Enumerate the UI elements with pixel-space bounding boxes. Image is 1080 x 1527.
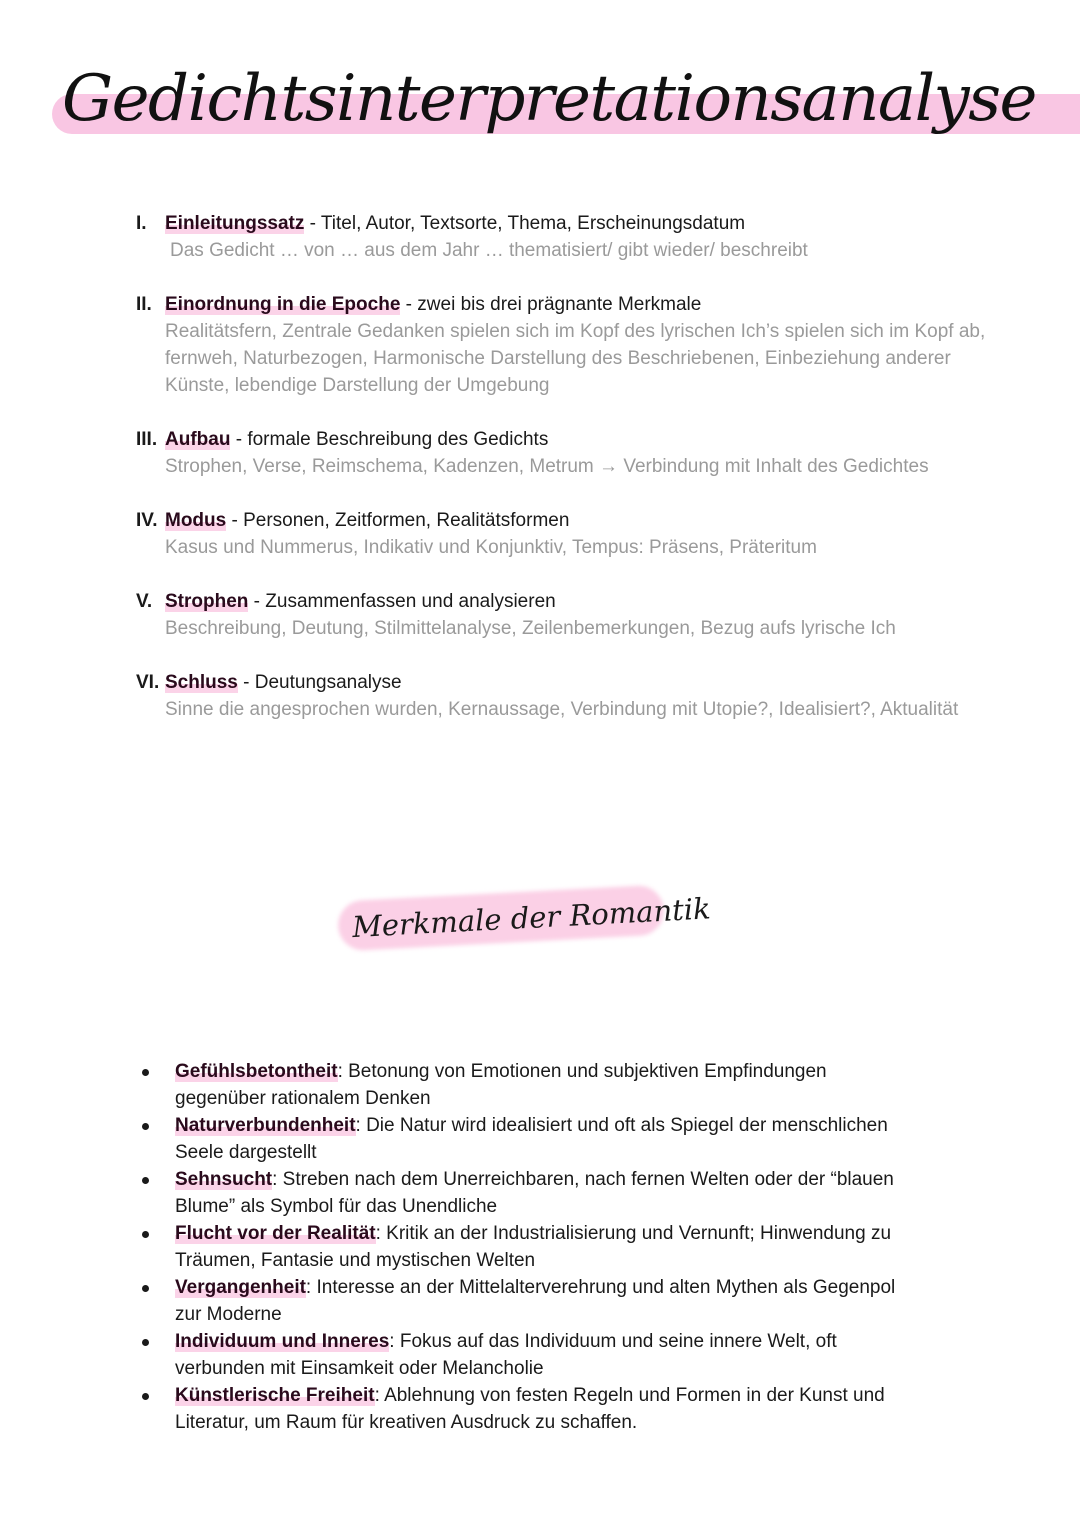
bullet-dot-icon xyxy=(142,1393,149,1400)
section-description: - Deutungsanalyse xyxy=(237,672,402,693)
feature-text: : Betonung von Emotionen und subjektiven Empfindungen gegenüber rationalem Denken xyxy=(175,1061,827,1109)
section-description: - Personen, Zeitformen, Realitätsformen xyxy=(226,510,570,531)
list-item xyxy=(136,1112,916,1166)
section-heading xyxy=(165,507,1016,534)
interpretation-outline xyxy=(136,210,1016,750)
section-detail: Kasus und Nummerus, Indikativ und Konjunktiv, Tempus: Präsens, Präteritum xyxy=(165,537,817,558)
section-detail: Strophen, Verse, Reimschema, Kadenzen, Metrum → Verbindung mit Inhalt des Gedichtes xyxy=(165,456,929,477)
section-term: Einordnung in die Epoche xyxy=(165,294,401,315)
feature-term: Naturverbundenheit xyxy=(175,1115,356,1136)
section-detail: Sinne die angesprochen wurden, Kernaussage, Verbindung mit Utopie?, Idealisiert?, Aktualität xyxy=(165,699,959,720)
feature-term: Sehnsucht xyxy=(175,1169,273,1190)
section-heading xyxy=(165,588,1016,615)
bullet-dot-icon xyxy=(142,1231,149,1238)
romantik-feature-list xyxy=(136,1058,916,1436)
section-numeral: III. xyxy=(136,429,158,450)
bullet-dot-icon xyxy=(142,1123,149,1130)
list-item xyxy=(136,1274,916,1328)
feature-term: Künstlerische Freiheit xyxy=(175,1385,375,1406)
section-numeral: IV. xyxy=(136,510,158,531)
list-item xyxy=(136,1166,916,1220)
list-item xyxy=(136,1058,916,1112)
section-term: Schluss xyxy=(165,672,238,693)
section-description: - Zusammenfassen und analysieren xyxy=(248,591,556,612)
feature-term: Individuum und Inneres xyxy=(175,1331,390,1352)
feature-text: : Die Natur wird idealisiert und oft als Spiegel der menschlichen Seele dargestellt xyxy=(175,1115,888,1163)
section-detail: Realitätsfern, Zentrale Gedanken spielen sich im Kopf des lyrischen Ich’s spielen sich im Kopf ab, fernweh, Naturbezogen, Harmonische Darstellung des Beschriebenen, Einbeziehung anderer Künste, lebendige Darstellung der Umgebung xyxy=(165,321,986,396)
feature-text: : Kritik an der Industrialisierung und Vernunft; Hinwendung zu Träumen, Fantasie und mystischen Welten xyxy=(175,1223,892,1271)
outline-section-6 xyxy=(136,669,1016,723)
feature-text: : Ablehnung von festen Regeln und Formen in der Kunst und Literatur, um Raum für kreativen Ausdruck zu schaffen. xyxy=(175,1385,885,1433)
outline-section-4 xyxy=(136,507,1016,561)
section-term: Einleitungssatz xyxy=(165,213,305,234)
romantik-title: Merkmale der Romantik xyxy=(351,891,712,945)
feature-term: Flucht vor der Realität xyxy=(175,1223,376,1244)
section-heading xyxy=(165,426,1016,453)
list-item xyxy=(136,1382,916,1436)
section-heading xyxy=(165,669,1016,696)
feature-text: : Streben nach dem Unerreichbaren, nach fernen Welten oder der “blauen Blume” als Symbol für das Unendliche xyxy=(175,1169,894,1217)
section-detail: Beschreibung, Deutung, Stilmittelanalyse, Zeilenbemerkungen, Bezug aufs lyrische Ich xyxy=(165,618,896,639)
outline-section-2 xyxy=(136,291,1016,399)
section-term: Modus xyxy=(165,510,227,531)
section-description: - zwei bis drei prägnante Merkmale xyxy=(400,294,702,315)
section-numeral: I. xyxy=(136,213,147,234)
feature-term: Vergangenheit xyxy=(175,1277,306,1298)
outline-section-5 xyxy=(136,588,1016,642)
section-numeral: V. xyxy=(136,591,153,612)
section-heading xyxy=(165,210,1016,237)
outline-section-1 xyxy=(136,210,1016,264)
bullet-dot-icon xyxy=(142,1177,149,1184)
outline-section-3 xyxy=(136,426,1016,480)
section-description: - formale Beschreibung des Gedichts xyxy=(230,429,549,450)
list-item xyxy=(136,1328,916,1382)
section-description: - Titel, Autor, Textsorte, Thema, Erscheinungsdatum xyxy=(304,213,746,234)
bullet-dot-icon xyxy=(142,1339,149,1346)
page-title: Gedichtsinterpretationsanalyse xyxy=(62,62,1036,136)
section-numeral: II. xyxy=(136,294,152,315)
section-heading xyxy=(165,291,1016,318)
list-item xyxy=(136,1220,916,1274)
feature-term: Gefühlsbetontheit xyxy=(175,1061,338,1082)
bullet-dot-icon xyxy=(142,1285,149,1292)
feature-text: : Interesse an der Mittelalterverehrung und alten Mythen als Gegenpol zur Moderne xyxy=(175,1277,896,1325)
section-term: Strophen xyxy=(165,591,249,612)
feature-text: : Fokus auf das Individuum und seine innere Welt, oft verbunden mit Einsamkeit oder Melancholie xyxy=(175,1331,837,1379)
section-term: Aufbau xyxy=(165,429,231,450)
bullet-dot-icon xyxy=(142,1069,149,1076)
section-numeral: VI. xyxy=(136,672,160,693)
section-detail: Das Gedicht … von … aus dem Jahr … thematisiert/ gibt wieder/ beschreibt xyxy=(170,240,808,261)
